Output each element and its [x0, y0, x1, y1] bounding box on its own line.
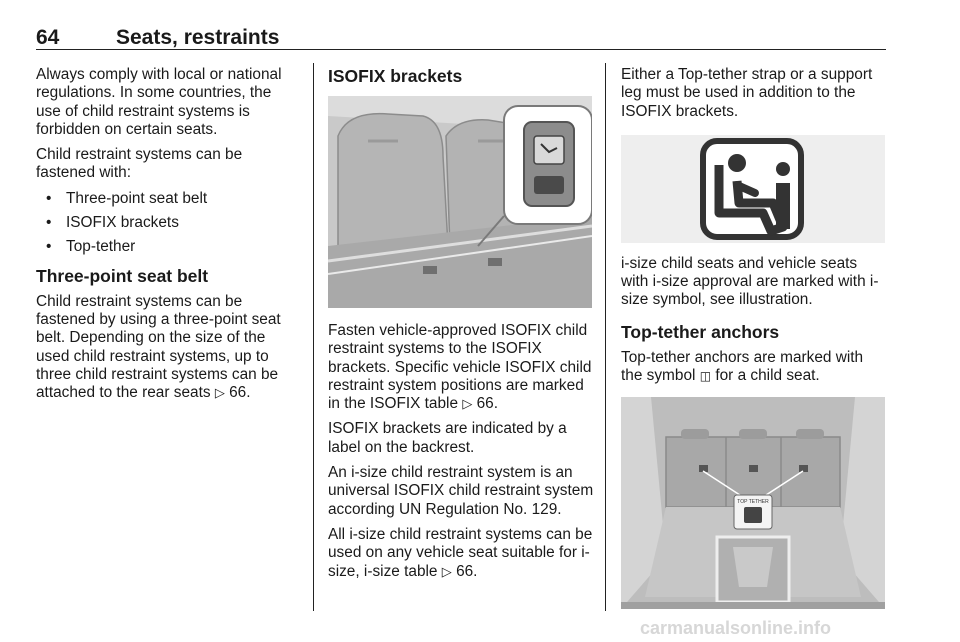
paragraph-i-size-seats	[328, 526, 594, 581]
cross-reference-page[interactable]: 66.	[456, 562, 478, 580]
rear-seat-illustration	[328, 96, 592, 308]
cross-reference-page[interactable]: 66.	[229, 384, 251, 402]
paragraph-three-point	[36, 293, 298, 403]
paragraph-text: for a child seat.	[715, 367, 820, 385]
paragraph-fasten-isofix	[328, 322, 594, 413]
fastening-list	[36, 190, 298, 257]
i-size-symbol-panel	[621, 135, 885, 243]
cross-reference-icon[interactable]: ▷	[214, 385, 225, 401]
isofix-seat-photo	[328, 96, 592, 308]
list-item: • ISOFIX brackets	[36, 214, 298, 232]
cargo-area-illustration	[621, 397, 885, 609]
column-1	[36, 66, 298, 409]
page-number: 64	[36, 26, 60, 49]
paragraph-isofix-label: ISOFIX brackets are indicated by a label on the backrest.	[328, 420, 567, 456]
watermark: carmanualsonline.info	[640, 618, 832, 638]
column-3	[621, 66, 886, 609]
paragraph-text: All i-size child restraint systems can be used on any vehicle seat suitable for i-size, i-size table	[328, 525, 593, 580]
heading-three-point-seat-belt: Three-point seat belt	[36, 265, 209, 286]
paragraph-top-tether-or-support-leg: Either a Top-tether strap or a support leg must be used in addition to the ISOFIX brackets.	[621, 66, 873, 120]
list-item: • Top-tether	[36, 238, 298, 256]
top-tether-icon: ◫	[699, 369, 712, 384]
heading-top-tether-anchors: Top-tether anchors	[621, 321, 780, 342]
paragraph-regulations: Always comply with local or national regulations. In some countries, the use of child restraint systems is forbidden on certain seats.	[36, 66, 282, 138]
heading-isofix-brackets: ISOFIX brackets	[328, 66, 463, 86]
paragraph-text: Fasten vehicle-approved ISOFIX child restraint systems to the ISOFIX brackets. Specific vehicle ISOFIX child restraint system positions are marked in the ISOFIX table	[328, 322, 592, 413]
cross-reference-page[interactable]: 66.	[476, 395, 499, 413]
header-rule	[36, 49, 886, 50]
paragraph-i-size-marking: i-size child seats and vehicle seats with i-size approval are marked with i-size symbol, see illustration.	[621, 254, 879, 309]
column-2	[328, 66, 594, 588]
cross-reference-icon[interactable]: ▷	[441, 563, 452, 579]
paragraph-text: Top-tether anchors are marked with the symbol	[621, 348, 864, 385]
paragraph-fastened-with: Child restraint systems can be fastened with:	[36, 146, 243, 182]
paragraph-top-tether-symbol	[621, 349, 886, 386]
chapter-title: Seats, restraints	[116, 26, 280, 49]
i-size-icon	[621, 135, 885, 243]
paragraph-text: Child restraint systems can be fastened by using a three-point seat belt. Depending on the size of the used child restraint systems, up to three child restraint systems can be attached to the rear seats	[36, 292, 281, 402]
list-item: • Three-point seat belt	[36, 190, 298, 208]
column-divider-1	[313, 63, 314, 611]
paragraph-i-size-system: An i-size child restraint system is an universal ISOFIX child restraint system according UN Regulation No. 129.	[328, 464, 594, 518]
illustration-label: TOP TETHER	[737, 499, 769, 506]
page-header	[36, 22, 886, 52]
column-divider-2	[605, 63, 606, 611]
top-tether-anchor-photo	[621, 397, 885, 609]
cross-reference-icon[interactable]: ▷	[462, 396, 473, 412]
